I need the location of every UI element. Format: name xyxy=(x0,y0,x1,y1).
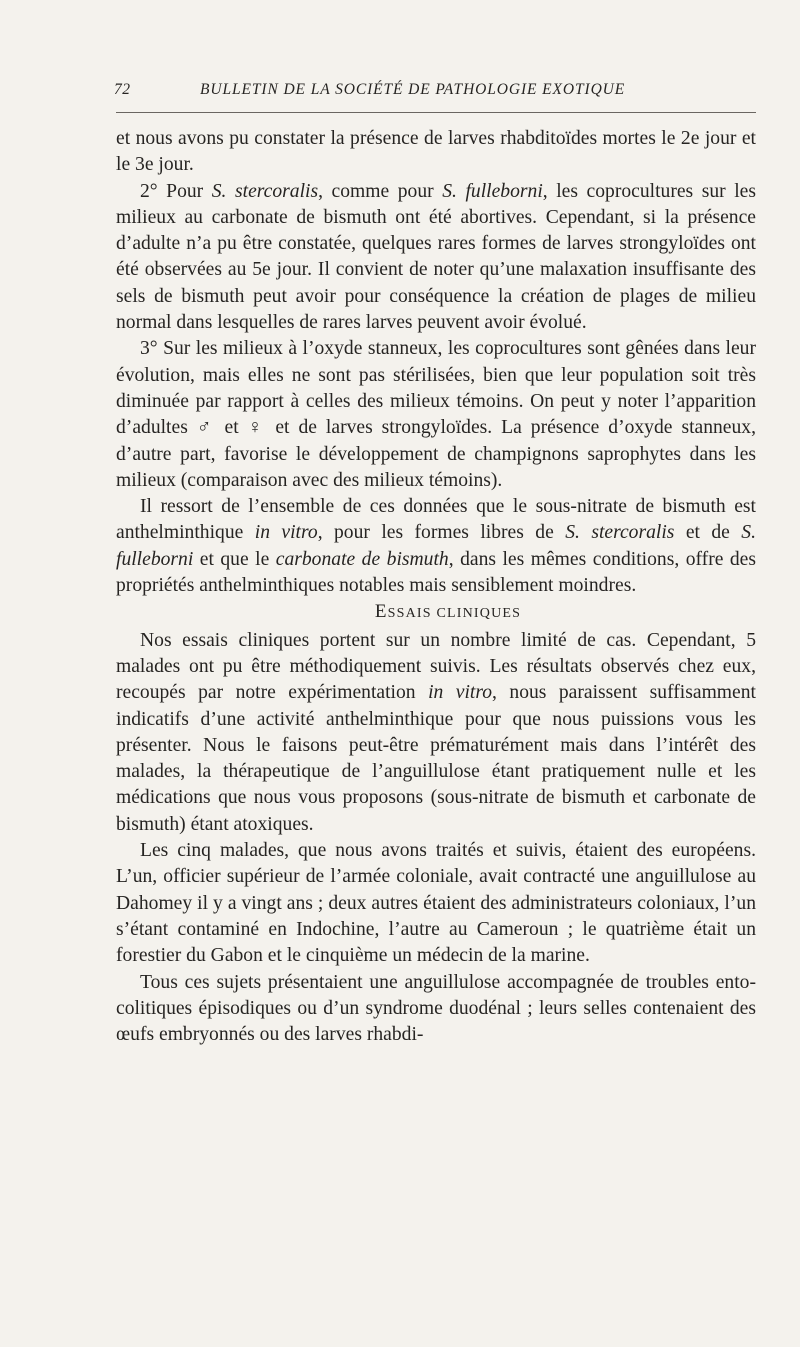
paragraph-2-species-1: S. stercoralis xyxy=(211,180,319,202)
running-header xyxy=(114,81,754,105)
paragraph-4-text-5: , dans les mêmes conditions, offre des propriétés anthelminthiques notables mais sensiblement moindres. xyxy=(116,548,757,597)
paragraph-2-text-3: , les coprocultures sur les milieux au carbonate de bismuth ont été abortives. Cependant, si la présence d’adulte n’a pu être constatée, quelques rares formes de larves strongyloïdes ont été observées au 5e jour. Il convient de noter qu’une malaxation insuffisante des sels de bismuth peut avoir pour conséquence la création de plages de milieu normal dans lesquelles de rares larves peuvent avoir évolué. xyxy=(116,180,756,334)
body-text xyxy=(116,126,756,1048)
paragraph-4-text-1: Il ressort de l’ensemble de ces données que le sous-nitrate de bismuth est anthelminthique xyxy=(116,496,756,544)
paragraph-5-text-1: Nos essais cliniques portent sur un nombre limité de cas. Cependant, 5 malades ont pu être méthodiquement suivis. Les résultats observés chez eux, recoupés par notre expérimentation xyxy=(116,629,756,704)
paragraph-5-italic-1: in vitro xyxy=(428,682,493,704)
paragraph-4-text-3: et de xyxy=(674,522,742,544)
paragraph-3: 3° Sur les milieux à l’oxyde stanneux, les coprocultures sont gênées dans leur évolution, mais elles ne sont pas stérilisées, bien que leur population soit très diminuée par rapport à celles des milieux témoins. On peut y noter l’apparition d’adultes ♂ et ♀ et de larves strongyloïdes. La présence d’oxyde stanneux, d’autre part, favorise le développement de champignons saprophytes dans les milieux (comparaison avec des milieux témoins). xyxy=(116,338,756,491)
paragraph-2-text-1: 2° Pour xyxy=(140,180,212,202)
paragraph-4-italic-4: carbonate de bismuth xyxy=(275,548,449,570)
paragraph-4-text-2: , pour les formes libres de xyxy=(317,522,566,544)
paragraph-7: Tous ces sujets présentaient une anguillulose accompagnée de troubles ento-colitiques épisodiques ou d’un syndrome duodénal ; leurs selles contenaient des œufs embryonnés ou des larves rhabdi- xyxy=(116,971,756,1046)
paragraph-1: et nous avons pu constater la présence de larves rhabditoïdes mortes le 2e jour et le 3e jour. xyxy=(116,128,756,176)
running-title: BULLETIN DE LA SOCIÉTÉ DE PATHOLOGIE EXOTIQUE xyxy=(200,81,626,98)
section-heading-initial: E xyxy=(374,601,388,623)
header-rule xyxy=(116,112,756,113)
paragraph-2 xyxy=(116,179,756,337)
paragraph-4-italic-2: S. stercoralis xyxy=(565,522,675,544)
paragraph-5-text-2: , nous paraissent suffisamment indicatifs d’une activité anthelminthique pour que nous puissions vous les présenter. Nous le faisons peut-être prématurément mais dans l’intérêt des malades, la thérapeutique de l’anguillulose étant pratiquement nulle et les médications que nous vous proposons (sous-nitrate de bismuth et carbonate de bismuth) étant atoxiques. xyxy=(116,682,756,835)
paragraph-6: Les cinq malades, que nous avons traités et suivis, étaient des européens. L’un, officier supérieur de l’armée coloniale, avait contracté une anguillulose au Dahomey il y a vingt ans ; deux autres étaient des administrateurs coloniaux, l’un s’étant contaminé en Indochine, l’autre au Cameroun ; le quatrième était un forestier du Gabon et le cinquième un médecin de la marine. xyxy=(116,840,756,967)
paragraph-5 xyxy=(116,628,756,838)
paragraph-2-species-2: S. fulleborni xyxy=(442,180,543,202)
section-heading xyxy=(116,599,756,627)
paragraph-4-italic-3: S. fulleborni xyxy=(116,522,756,570)
section-heading-rest: SSAIS CLINIQUES xyxy=(387,606,522,622)
page-number: 72 xyxy=(114,81,131,98)
paragraph-4-text-4: et que le xyxy=(193,548,276,570)
paragraph-4 xyxy=(116,494,756,599)
paragraph-2-text-2: , comme pour xyxy=(318,180,443,202)
paragraph-4-italic-1: in vitro xyxy=(254,522,318,544)
